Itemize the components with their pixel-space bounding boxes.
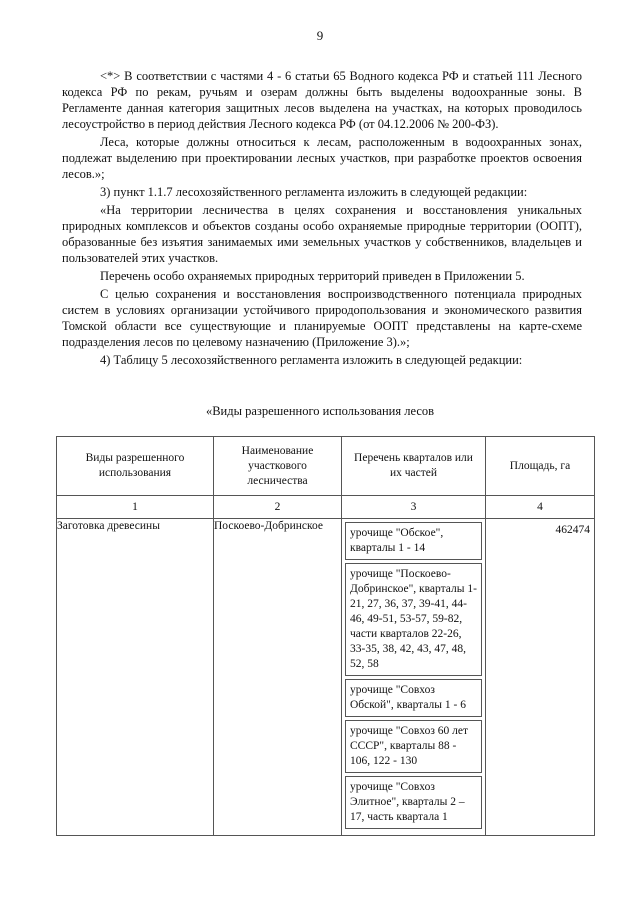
paragraph: Перечень особо охраняемых природных территорий приведен в Приложении 5. — [100, 269, 525, 283]
header-cell: Наименование участкового лесничества — [214, 437, 342, 496]
use-type-cell: Заготовка древесины — [57, 519, 214, 836]
tract-entry: урочище "Поскоево-Добринское", кварталы 1-21, 27, 36, 37, 39-41, 44-46, 49-51, 53-57, 59-82, части кварталов 22-26, 33-35, 38, 42, 43, 47, 48, 52, 58 — [345, 563, 482, 676]
paragraph: «На территории лесничества в целях сохранения и восстановления уникальных природных комплексов и объектов созданы особо охраняемые природные территории (ООПТ), образованные без изъятия занимаемых ими земельных участков у собственников, владельцев и пользователей этих участков. — [62, 203, 582, 265]
paragraph: 3) пункт 1.1.7 лесохозяйственного регламента изложить в следующей редакции: — [100, 185, 528, 199]
paragraph: <*> В соответствии с частями 4 - 6 статьи 65 Водного кодекса РФ и статьей 111 Лесного кодекса РФ по рекам, ручьям и озерам должны быть выделены водоохранные зоны. В Регламенте данная категория защитных лесов выделена на участках, на которых проводилось лесоустройство в период действия Лесного кодекса РФ (от 04.12.2006 № 200-ФЗ). — [62, 69, 582, 131]
tracts-cell — [342, 519, 486, 836]
paragraph: Леса, которые должны относиться к лесам, расположенным в водоохранных зонах, подлежат выделению при проектировании лесных участков, при разработке проектов освоения лесов.»; — [62, 135, 582, 181]
forestry-cell: Поскоево-Добринское — [214, 519, 342, 836]
paragraph: 4) Таблицу 5 лесохозяйственного регламента изложить в следующей редакции: — [100, 353, 523, 367]
column-number: 1 — [57, 496, 214, 519]
header-cell: Площадь, га — [486, 437, 595, 496]
tract-entry: урочище "Совхоз Обской", кварталы 1 - 6 — [345, 679, 482, 717]
header-cell: Виды разрешенного использования — [57, 437, 214, 496]
tract-entry: урочище "Обское", кварталы 1 - 14 — [345, 522, 482, 560]
header-row — [57, 437, 595, 496]
table-row — [57, 519, 595, 836]
page-number: 9 — [316, 28, 324, 43]
column-number: 4 — [486, 496, 595, 519]
column-number: 3 — [342, 496, 486, 519]
paragraph: С целью сохранения и восстановления воспроизводственного потенциала природных систем в условиях организации устойчивого природопользования и экономического развития Томской области все существующие и планируемые ООПТ представлены на карте-схеме подразделения лесов по целевому назначению (Приложение 3).»; — [62, 287, 582, 349]
tract-entry: урочище "Совхоз 60 лет СССР", кварталы 88 - 106, 122 - 130 — [345, 720, 482, 773]
column-number: 2 — [214, 496, 342, 519]
permitted-use-table — [56, 436, 595, 836]
tract-entry: урочище "Совхоз Элитное", кварталы 2 – 17, часть квартала 1 — [345, 776, 482, 829]
column-number-row — [57, 496, 595, 519]
body-text — [62, 68, 582, 370]
header-cell: Перечень кварталов или их частей — [342, 437, 486, 496]
area-cell: 462474 — [486, 519, 595, 836]
table-title: «Виды разрешенного использования лесов — [205, 404, 435, 418]
